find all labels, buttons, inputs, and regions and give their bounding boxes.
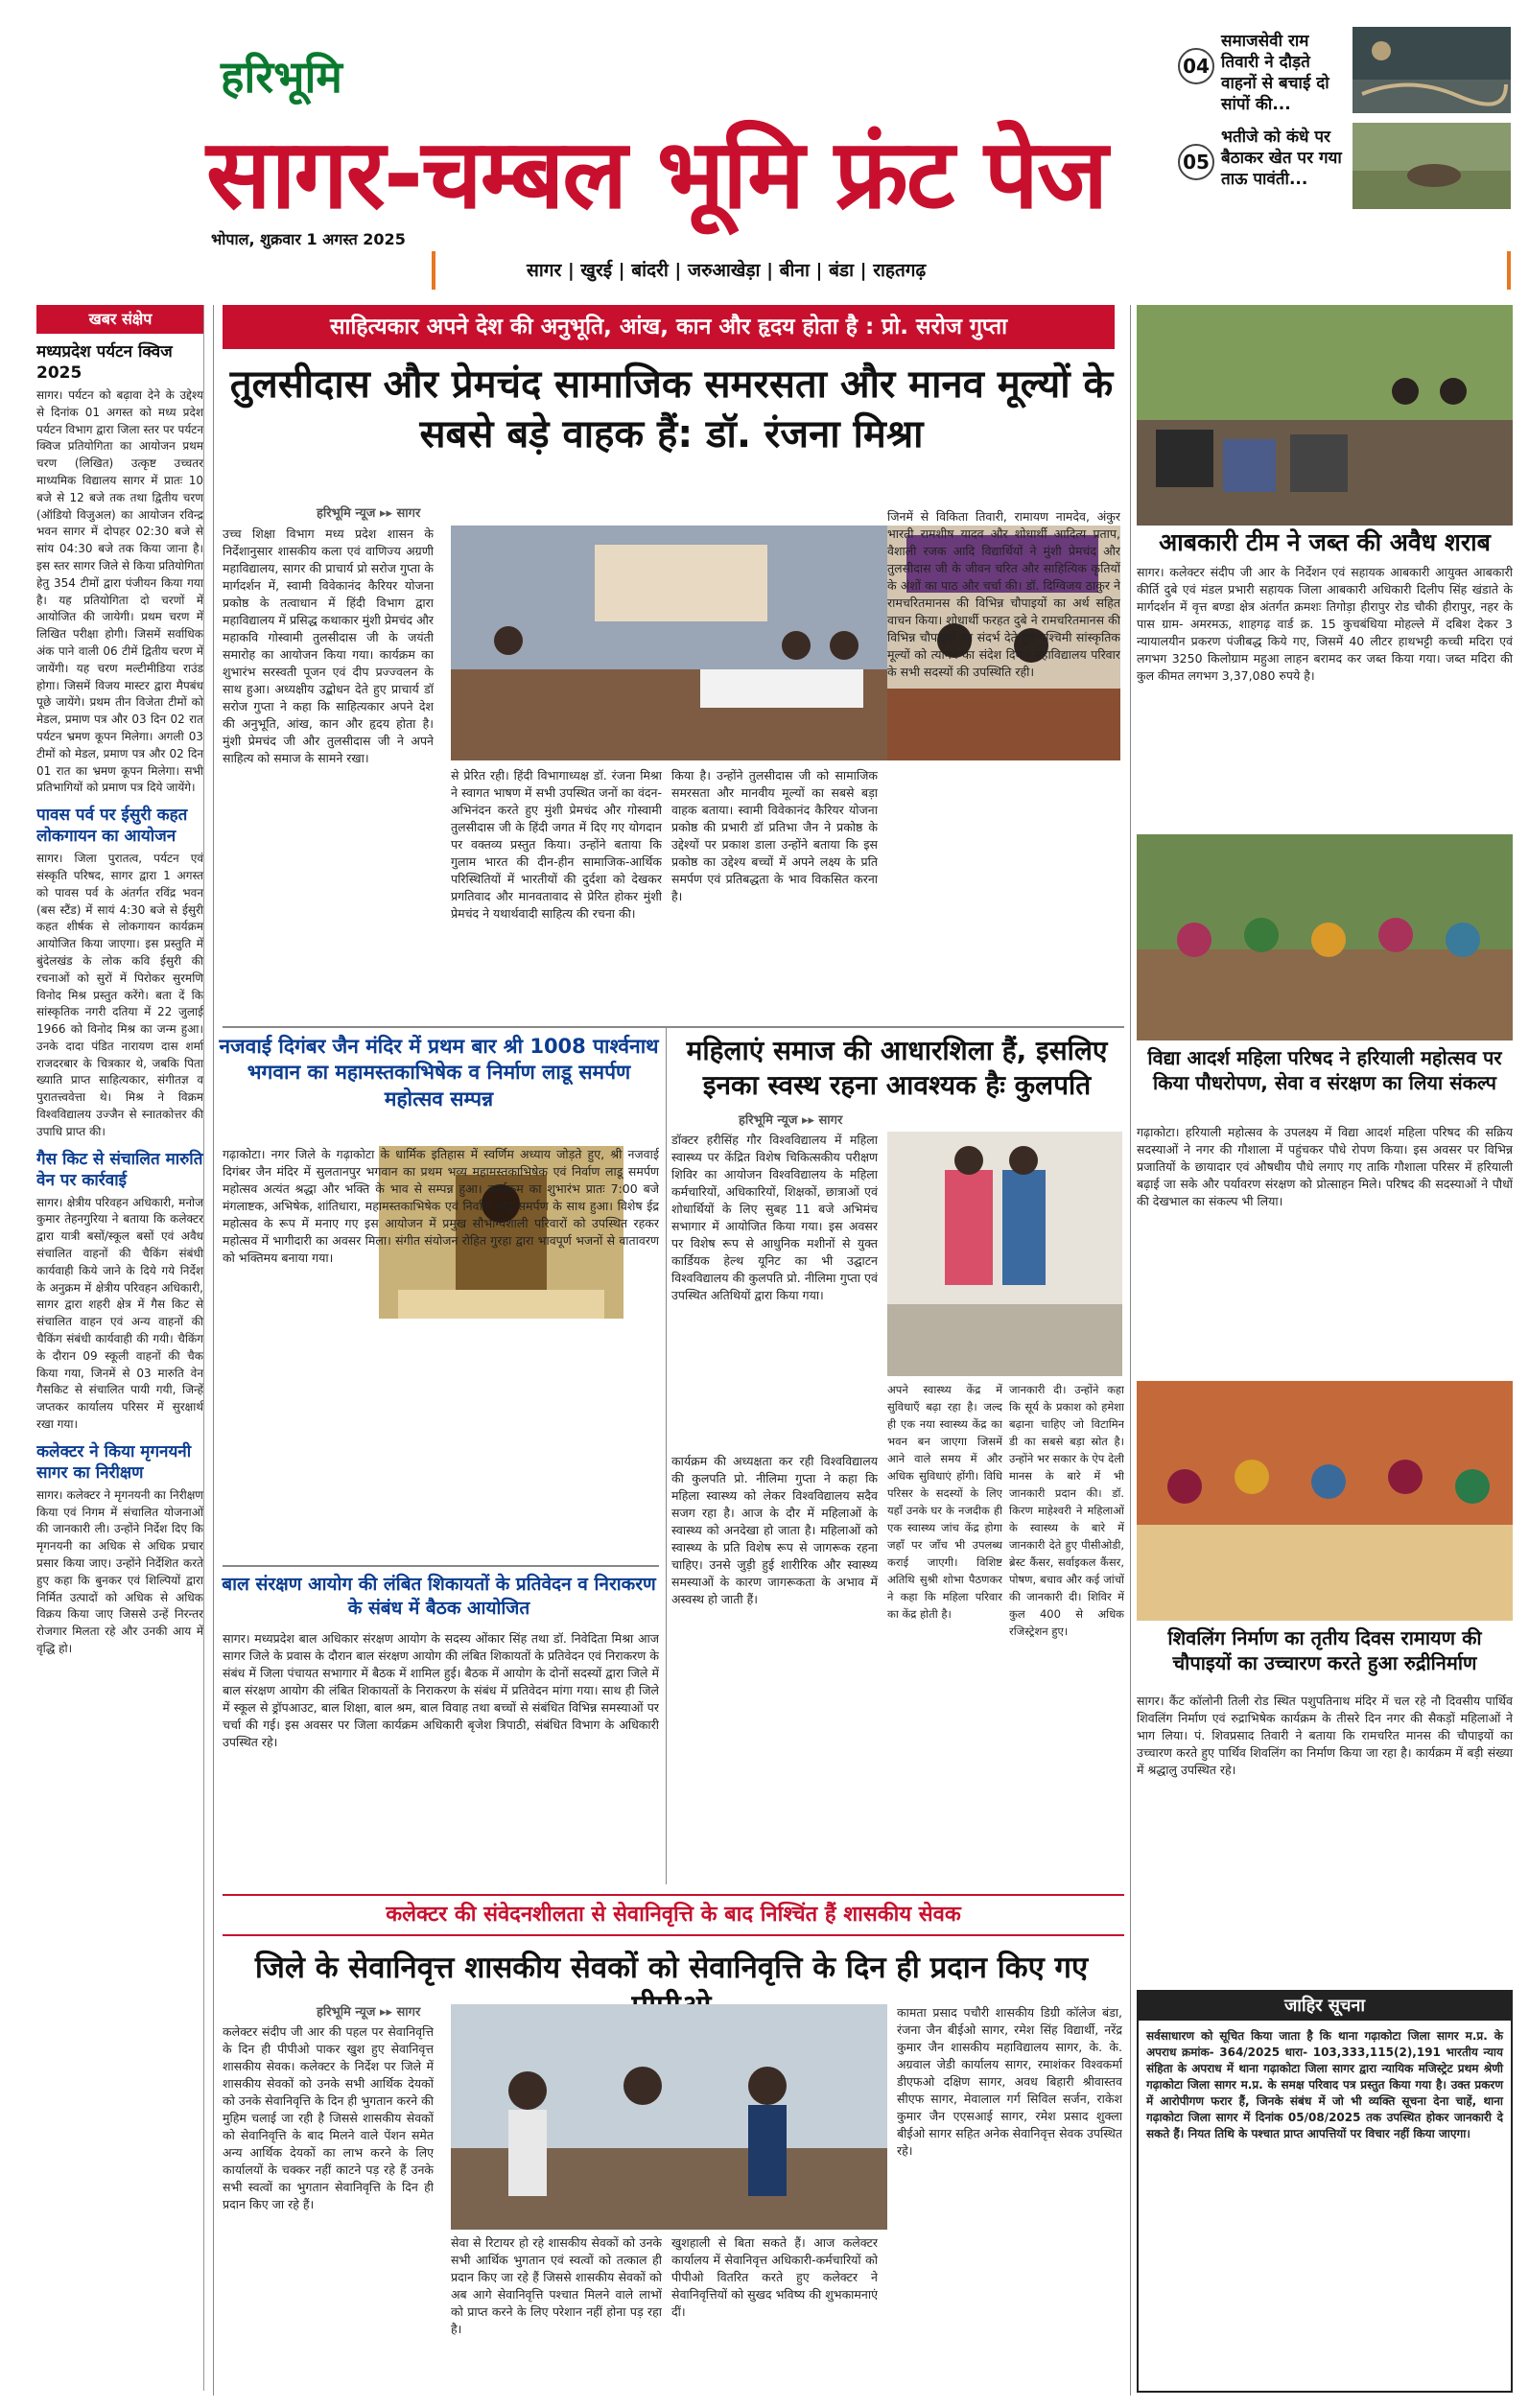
city-nav-bar [432, 251, 1511, 290]
sevak-column-4: कामता प्रसाद पचौरी शासकीय डिग्री कॉलेज बंडा, रंजना जैन बीईओ सागर, रमेश सिंह विद्यार्थी, नरेंद्र कुमार जैन शासकीय महाविद्यालय सागर, के. के. अग्रवाल जेडी कार्यालय सागर, रमाशंकर विश्वकर्मा डीएफओ दक्षिण सागर, अवध बिहारी श्रीवास्तव सीएफ सागर, मेवालाल गर्ग सिविल सर्जन, राकेश कुमार जैन एएसआई सागर, रमेश प्रसाद शुक्ला बीईओ सागर सहित अनेक सेवानिवृत्त सेवक उपस्थित रहे। [897, 2005, 1122, 2158]
women-column-1: डॉक्टर हरीसिंह गौर विश्वविद्यालय में महिला स्वास्थ्य पर केंद्रित विशेष चिकित्सकीय परीक्षण शिविर का आयोजन विश्वविद्यालय के महिला कर्मचारियों, अधिकारियों, शिक्षकों, छात्राओं एवं शोधार्थियों के लिए सुबह 11 बजे अभिमंच सभागार में आयोजित किया गया। इस अवसर पर विशेष रूप से आधुनिक मशीनों से युक्त कार्डियक हेल्थ यूनिट का भी उद्घाटन विश्वविद्यालय की कुलपति प्रो. नीलिमा गुप्ता एवं उपस्थित अतिथियों द्वारा किया गया। [671, 1133, 878, 1302]
story-body: सागर। कलेक्टर संदीप जी आर के निर्देशन एवं सहायक आबकारी आयुक्त आबकारी कीर्ति दुबे एवं मंडल प्रभारी सहायक जिला आबकारी अधिकारी दिलीप सिंह खंडाते के मार्गदर्शन में वृत्त बण्डा क्षेत्र अंतर्गत क्रमशः तिगोड़ा हीरापुर रोड चौकी हीरापुर, नहर के पास ग्राम- अमरमऊ, शाहगढ़ वार्ड क्र. 15 कुचबंधिया मोहल्ले में दबिश देकर 3 न्यायालयीन प्रकरण पंजीबद्ध किये गए, जिसमें 40 लीटर हाथभट्टी कच्ची मदिरा एवं लगभग 3250 किलोग्राम महुआ लाहन बरामद कर जब्त किया गया। जब्त मदिरा की कुल कीमत लगभग 3,37,080 रुपये है। [1137, 565, 1513, 683]
jain-headline: नजवाई दिगंबर जैन मंदिर में प्रथम बार श्री 1008 पार्श्वनाथ भगवान का महामस्तकाभिषेक व निर्माण लाडू समर्पण महोत्सव सम्पन्न [219, 1035, 659, 1110]
women-headline: महिलाएं समाज की आधारशिला हैं, इसलिए इनका स्वस्थ रहना आवश्यक हैः कुलपति [686, 1035, 1108, 1102]
health-camp-photo [887, 1132, 1122, 1376]
city-link[interactable]: बंडा [829, 260, 855, 281]
lead-kicker: साहित्यकार अपने देश की अनुभूति, आंख, कान और हृदय होता है : प्रो. सरोज गुप्ता [223, 305, 1115, 349]
plantation-photo [1137, 834, 1513, 1040]
sevak-kicker: कलेक्टर की संवेदनशीलता से सेवानिवृत्ति के बाद निश्चिंत हैं शासकीय सेवक [223, 1894, 1124, 1936]
teaser-strip [1175, 27, 1513, 214]
section-badge: खबर संक्षेप [36, 305, 204, 334]
brief-headline: मध्यप्रदेश पर्यटन क्विज 2025 [36, 342, 173, 383]
city-link[interactable]: सागर [527, 260, 562, 281]
liquor-seizure-photo [1137, 305, 1513, 526]
page-title: सागर-चम्बल भूमि फ्रंट पेज [206, 118, 1107, 230]
brief-headline: पावस पर्व पर ईसुरी कहत लोकगायन का आयोजन [36, 806, 188, 847]
story-headline: आबकारी टीम ने जब्त की अवैध शराब [1159, 528, 1491, 556]
teaser-photo-field [1353, 123, 1511, 209]
byline: हरिभूमि न्यूज ▸▸ सागर [739, 1113, 843, 1128]
notice-body: सर्वसाधारण को सूचित किया जाता है कि थाना गढ़ाकोटा जिला सागर म.प्र. के अपराध क्रमांक- 364/2025 धारा- 103,333,115(2),191 भारतीय न्याय संहिता के अपराध में थाना गढ़ाकोटा जिला सागर द्वारा न्यायिक मजिस्ट्रेट प्रथम श्रेणी गढ़ाकोटा जिला सागर म.प्र. के समक्ष परिवाद पत्र प्रस्तुत किया गया है। उक्त प्रकरण में आरोपीगण फरार हैं, जिनके संबंध में जो भी व्यक्ति सूचना देना चाहें, थाना गढ़ाकोटा जिला सागर में दिनांक 05/08/2025 तक उपस्थित होकर जानकारी दे सकते हैं। नियत तिथि के पश्चात प्राप्त आपत्तियों पर विचार नहीं किया जाएगा। [1146, 2029, 1503, 2140]
women-column-2: कार्यक्रम की अध्यक्षता कर रही विश्वविद्यालय की कुलपति प्रो. नीलिमा गुप्ता ने कहा कि महिला स्वास्थ्य को लेकर विश्वविद्यालय सदैव सजग रहा है। आज के दौर में महिलाओं के स्वास्थ्य को अनदेखा हो जाता है। महिलाओं को स्वास्थ्य के प्रति विशेष रूप से जागरूक रहना चाहिए। उनसे जुड़ी हुई शारीरिक और स्वास्थ्य समस्याओं के कारण जागरूकता के अभाव में अस्वस्थ हो जाती हैं। [671, 1454, 878, 1606]
column-divider [213, 305, 214, 2396]
shivling-ceremony-photo [1137, 1381, 1513, 1621]
seminar-photo [451, 526, 887, 760]
teaser-photo-snake-road [1353, 27, 1511, 113]
lead-column-1: उच्च शिक्षा विभाग मध्य प्रदेश शासन के निर्देशानुसार शासकीय कला एवं वाणिज्य अग्रणी महाविद्यालय, सागर की प्राचार्य प्रो सरोज गुप्ता के मार्गदर्शन में, स्वामी विवेकानंद कैरियर योजना प्रकोष्ठ के तत्वाधान में हिंदी विभाग द्वारा महाविद्यालय में प्रसिद्ध कथाकार मुंशी प्रेमचंद और महाकवि गोस्वामी तुलसीदास जी के जयंती समारोह का आयोजन किया गया। कार्यक्रम का शुभारंभ सरस्वती पूजन एवं दीप प्रज्ज्वलन के साथ हुआ। अध्यक्षीय उद्बोधन देते हुए प्राचार्य डॉ सरोज गुप्ता ने कहा कि साहित्यकार अपने देश की अनुभूति, आंख, कान और हृदय होता है। मुंशी प्रेमचंद जी और तुलसीदास जी ने अपने साहित्य को समाज के सामने रखा। [223, 526, 434, 765]
city-list: सागर | खुरई | बांदरी | जरुआखेड़ा | बीना | बंडा | राहतगढ़ [527, 260, 927, 281]
city-link[interactable]: बीना [779, 260, 810, 281]
city-link[interactable]: राहतगढ़ [873, 260, 927, 281]
jain-body: गढ़ाकोटा। नगर जिले के गढ़ाकोटा के धार्मिक इतिहास में स्वर्णिम अध्याय जोड़ते हुए, श्री नजवाई दिगंबर जैन मंदिर में सुलतानपुर भगवान का प्रथम भव्य महामस्तकाभिषेक एवं निर्वाण लाडू समर्पण महोत्सव अत्यंत श्रद्धा और भक्ति के भाव से सम्पन्न हुआ। कार्यक्रम का शुभारंभ प्रातः 7:00 बजे मंगलाष्टक, अभिषेक, शांतिधारा, महामस्तकाभिषेक एवं निर्वाण लाडू समर्पण के साथ हुआ। विशेष ईद्र महोत्सव के रूप में मनाए गए इस आयोजन में प्रमुख सौभाग्यशाली परिवारों को उपस्थित रहकर महोत्सव में भागीदारी का अवसर मिला। संगीत संयोजन रोहित गुरहा द्वारा भावपूर्ण भजनों से वातावरण को भक्तिमय बनाया गया। [223, 1147, 659, 1265]
story-body: गढ़ाकोटा। हरियाली महोत्सव के उपलक्ष्य में विद्या आदर्श महिला परिषद की सक्रिय सदस्याओं ने नगर की गौशाला में पहुंचकर पौधे रोपण किया। इस अवसर पर विभिन्न प्रजातियों के छायादार एवं औषधीय पौधे लगाए गए ताकि गौशाला परिसर में हरियाली बढ़ाई जा सके और पर्यावरण संरक्षण को प्रोत्साहन मिले। परिषद की सदस्याओं ने पौधों की देखभाल का संकल्प भी लिया। [1137, 1125, 1513, 1208]
lead-column-2: से प्रेरित रही। हिंदी विभागाध्यक्ष डॉ. रंजना मिश्रा ने स्वागत भाषण में सभी उपस्थित जनों का वंदन-अभिनंदन करते हुए मुंशी प्रेमचंद और गोस्वामी तुलसीदास जी के हिंदी जगत में दिए गए योगदान पर वक्तव्य प्रस्तुत किया। उन्होंने बताया कि गुलाम भारत की दीन-हीन सामाजिक-आर्थिक परिस्थितियों में भारतीयों की दुर्दशा को देखकर प्रगतिवाद और मानवतावाद से प्रेरित होकर मुंशी प्रेमचंद ने यथार्थवादी साहित्य की रचना की। [451, 768, 662, 921]
brief-body: सागर। जिला पुरातत्व, पर्यटन एवं संस्कृति परिषद, सागर द्वारा 1 अगस्त को पावस पर्व के अंतर्गत रविंद्र भवन (बस स्टैंड) में सायं 4:30 बजे से ईसुरी कहत शीर्षक से लोकगायन कार्यक्रम आयोजित किया जाएगा। इस प्रस्तुति में बुंदेलखंड के लोक कवि ईसुरी की रचनाओं को सुरों में पिरोकर सुरमणि विनोद मिश्र प्रस्तुत करेंगे। बता दें कि सांस्कृतिक नगरी दतिया में 22 जुलाई 1966 को विनोद मिश्र का जन्म हुआ। उनके दादा पंडित नारायण दास शर्मा राजदरबार के चित्रकार थे, जबकि पिता ख्याति प्राप्त साहित्यकार, संगीतज्ञ व पुरातत्त्ववेत्ता थे। मिश्र ने विक्रम विश्वविद्यालय उज्जैन से स्नातकोत्तर की उपाधि प्राप्त की। [36, 852, 203, 1138]
city-link[interactable]: बांदरी [631, 260, 669, 281]
ppo-distribution-photo [451, 2004, 887, 2230]
story-headline: शिवलिंग निर्माण का तृतीय दिवस रामायण की चौपाइयों का उच्चारण करते हुआ रुद्रीनिर्माण [1167, 1626, 1482, 1674]
city-link[interactable]: जरुआखेड़ा [687, 260, 761, 281]
story-headline: विद्या आदर्श महिला परिषद ने हरियाली महोत्सव पर किया पौधरोपण, सेवा व संरक्षण का लिया संकल्प [1147, 1046, 1502, 1094]
sevak-column-2: सेवा से रिटायर हो रहे शासकीय सेवकों को उनके सभी आर्थिक भुगतान एवं स्वत्वों को तत्काल ही प्रदान किए जा रहे हैं जिससे शासकीय सेवकों को अब आगे सेवानिवृत्ति पश्चात मिलने वाले लाभों को प्राप्त करने के लिए परेशान नहीं होना पड़ रहा है। [451, 2235, 662, 2336]
sevak-column-3: खुशहाली से बिता सकते हैं। आज कलेक्टर कार्यालय में सेवानिवृत्त अधिकारी-कर्मचारियों को पीपीओ वितरित करते हुए कलेक्टर ने सेवानिवृत्तियों को सुखद भविष्य की शुभकामनाएं दीं। [671, 2235, 878, 2319]
teaser-item[interactable] [1175, 27, 1513, 115]
teaser-text: भतीजे को कंधे पर बैठाकर खेत पर गया ताऊ पावंती... [1221, 128, 1342, 189]
lead-column-4: जिनमें से विकिता तिवारी, रामायण नामदेव, अंकुर भारती रामशीष यादव और शोधार्थी आदित्य प्रताप, वैशाली रजक आदि विद्यार्थियों ने मुंशी प्रेमचंद और तुलसीदास जी के जीवन चरित और साहित्यिक कृतियों के अंशों का पाठ और चर्चा की। डॉ. दिग्विजय ठाकुर ने रामचरितमानस की विभिन्न चौपाइयों का अर्थ सहित वाचन किया। शोधार्थी फरहत दुबे ने रामचरितमानस की विभिन्न चौपाइयों का संदर्भ देते हुए पश्चिमी सांस्कृतिक मूल्यों को त्यागने का संदेश दिया। महाविद्यालय परिवार के सभी सदस्यों की उपस्थिति रही। [887, 509, 1120, 679]
brief-body: सागर। पर्यटन को बढ़ावा देने के उद्देश्य से दिनांक 01 अगस्त को मध्य प्रदेश पर्यटन विभाग द्वारा जिला स्तर पर पर्यटन क्विज प्रतियोगिता का आयोजन प्रथम चरण (लिखित) उत्कृष्ट उच्चतर माध्यमिक विद्यालय सागर में प्रातः 10 बजे से 12 बजे तक तथा द्वितीय चरण (ऑडियो विजुअल) का आयोजन रविन्द्र भवन सागर में दोपहर 02:30 बजे से सांय 04:30 बजे तक किया जाना है। इस स्तर सागर जिले से किया प्रतियोगिता हेतु 354 टीमों द्वारा पंजीयन किया गया है। यह प्रतियोगिता दो चरणों में आयोजित की जायेगी। प्रथम चरण में लिखित परीक्षा होगी। जिसमें सर्वाधिक अंक पाने वाली 06 टीमें द्वितीय चरण में जायेंगी। यह चरण मल्टीमीडिया राउंड होगा। जिसमें विजय मास्टर द्वारा मैपबंध पूछे जायेंगे। प्रथम तीन विजेता टीमों को मेडल, प्रमाण पत्र और 03 दिन 02 रात पर्यटन भ्रमण कूपन मिलेगा। अगली 03 टीमों को मेडल, प्रमाण पत्र और 02 दिन 01 रात का भ्रमण कूपन मिलेगा। सभी प्रतिभागियों को प्रमाण पत्र दिये जायेंगे। [36, 388, 203, 795]
city-link[interactable]: खुरई [580, 260, 613, 281]
women-column-3: अपने स्वास्थ्य केंद्र में सुविधाएँ बढ़ा रहा है। जल्द ही एक नया स्वास्थ्य केंद्र का भवन बन जाएगा जिसमें आने वाले समय में और अधिक सुविधाएं होंगी। विधि परिसर के सदस्यों के लिए यहाँ उनके घर के नजदीक ही एक स्वास्थ्य जांच केंद्र होगा जहाँ पर जाँच भी उपलब्ध कराई जाएगी। विशिष्ट अतिथि सुश्री शोभा पैठणकर ने कहा कि महिला परिवार का केंद्र होती है। [887, 1383, 1002, 1621]
public-notice-box [1137, 1990, 1513, 2393]
childrights-body: सागर। मध्यप्रदेश बाल अधिकार संरक्षण आयोग के सदस्य ओंकार सिंह तथा डॉ. निवेदिता मिश्रा आज सागर जिले के प्रवास के दौरान बाल संरक्षण आयोग की लंबित शिकायतों के प्रतिवेदन एवं निराकरण के संबंध में जिला पंचायत सभागार में बैठक में शामिल हुई। बैठक में आयोग के दोनों सदस्यों द्वारा जिले में बाल संरक्षण आयोग की लंबित शिकायतों के निराकरण के संबंध में प्रतिवेदन मांगा गया। साथ ही जिले में स्कूल से ड्रॉपआउट, बाल शिक्षा, बाल श्रम, बाल विवाह तथा बच्चों से संबंधित विभिन्न समस्याओं पर चर्चा की गई। इस अवसर पर जिला कार्यक्रम अधिकारी बृजेश त्रिपाठी, संबंधित विभाग के अधिकारी उपस्थित रहे। [223, 1631, 659, 1749]
brief-body: सागर। कलेक्टर ने मृगनयनी का निरीक्षण किया एवं निगम में संचालित योजनाओं की जानकारी ली। उन्होंने निर्देश दिए कि मृगनयनी का अधिक से अधिक प्रचार प्रसार किया जाए। उन्होंने निर्देशित करते हुए कहा कि बुनकर एवं शिल्पियों द्वारा निर्मित उत्पादों को अधिक से अधिक विक्रय किया जाए जिससे उन्हें निरन्तर रोजगार मिलता रहे और उनकी आय में वृद्धि हो। [36, 1487, 203, 1655]
story-body: सागर। कैंट कॉलोनी तिली रोड स्थित पशुपतिनाथ मंदिर में चल रहे नौ दिवसीय पार्थिव शिवलिंग निर्माण एवं रुद्राभिषेक कार्यक्रम के तीसरे दिन नगर की सैकड़ों महिलाओं ने भाग लिया। पं. शिवप्रसाद तिवारी ने बताया कि रामचरित मानस की चौपाइयों का उच्चारण करते हुए पार्थिव शिवलिंग का निर्माण किया जा रहा है। कार्यक्रम में बड़ी संख्या में श्रद्धालु उपस्थित रहे। [1137, 1694, 1513, 1777]
sevak-headline: जिले के सेवानिवृत्त शासकीय सेवकों को सेवानिवृत्ति के दिन ही प्रदान किए गए [254, 1951, 1089, 1985]
section-divider [223, 1026, 1124, 1028]
section-divider [223, 1565, 659, 1567]
column-divider [666, 1026, 667, 1884]
brief-headline: गैस किट से संचालित मारुति वेन पर कार्रवाई [36, 1149, 203, 1190]
teaser-text: समाजसेवी राम तिवारी ने दौड़ते वाहनों से बचाई दो सांपों की... [1221, 32, 1329, 114]
teaser-number: 05 [1178, 144, 1214, 180]
lead-column-3: किया है। उन्होंने तुलसीदास जी को सामाजिक समरसता और मानवीय मूल्यों का सबसे बड़ा वाहक बताया। स्वामी विवेकानंद कैरियर योजना प्रकोष्ठ की प्रभारी डॉ प्रतिभा जैन ने प्रकोष्ठ के उद्देश्यों पर प्रकाश डाला उन्होंने बताया कि इस प्रकोष्ठ का उद्देश्य बच्चों में अपने लक्ष्य के प्रति समर्पण एवं प्रतिबद्धता के भाव विकसित करना है। [671, 768, 878, 903]
column-divider [1130, 305, 1131, 2396]
lead-headline: तुलसीदास और प्रेमचंद सामाजिक समरसता और मानव मूल्यों के सबसे बड़े वाहक हैं: डॉ. रंजना मिश्रा [229, 362, 1114, 456]
teaser-item[interactable] [1175, 123, 1513, 211]
teaser-number: 04 [1178, 48, 1214, 84]
brand-logo: हरिभूमि [221, 51, 342, 103]
notice-title: जाहिर सूचना [1139, 1992, 1511, 2021]
byline: हरिभूमि न्यूज ▸▸ सागर [317, 506, 421, 521]
byline: हरिभूमि न्यूज ▸▸ सागर [317, 2005, 421, 2020]
women-column-4: जानकारी दी। उन्होंने कहा कि सूर्य के प्रकाश को हमेशा बढ़ाना चाहिए जो विटामिन डी का सबसे बड़ा स्रोत है। उन्होंने भर सकार के ऐप देली मानस के बारे में भी जानकारी प्रदान की। डॉ. किरण माहेश्वरी ने महिलाओं के स्वास्थ्य के बारे में जानकारी देते हुए पीसीओडी, ब्रेस्ट कैंसर, सर्वाइकल कैंसर, पोषण, बचाव और कई जांचों की जानकारी दी। शिविर में कुल 400 से अधिक रजिस्ट्रेशन हुए। [1009, 1383, 1124, 1638]
news-brief-column [36, 305, 204, 2391]
childrights-headline: बाल संरक्षण आयोग की लंबित शिकायतों के प्रतिवेदन व निराकरण के संबंध में बैठक आयोजित [222, 1574, 656, 1619]
brief-headline: कलेक्टर ने किया मृगनयनी सागर का निरीक्षण [36, 1441, 192, 1483]
dateline: भोपाल, शुक्रवार 1 अगस्त 2025 [211, 230, 406, 248]
brief-body: सागर। क्षेत्रीय परिवहन अधिकारी, मनोज कुमार तेहनगुरिया ने बताया कि कलेक्टर द्वारा यात्री बसों/स्कूल बसों एवं अवैध संचालित वाहनों की चैकिंग संबंधी कार्यवाही किये जाने के दिये गये निर्देश के अनुक्रम में क्षेत्रीय परिवहन अधिकारी, सागर द्वारा शहरी क्षेत्र में गैस किट से संचालित वाहन एवं अन्य वाहनों की चैकिंग संबंधी कार्यवाही की गयी। चैकिंग के दौरान 09 स्कूली वाहनों की चैक किया गया, जिनमें से 03 मारुति वेन गैसकिट से संचालित पायी गयी, जिन्हें जप्तकर कार्यालय परिसर में सुरक्षार्थ रखा गया। [36, 1195, 203, 1432]
sevak-column-1: कलेक्टर संदीप जी आर की पहल पर सेवानिवृत्ति के दिन ही पीपीओ पाकर खुश हुए सेवानिवृत्त शासकीय सेवक। कलेक्टर के निर्देश पर जिले में शासकीय सेवकों को उनके सभी आर्थिक देयकों को उनके सेवानिवृत्ति के दिन ही भुगतान करने की मुहिम चलाई जा रही है जिससे शासकीय सेवकों को सेवानिवृत्ति के बाद मिलने वाले पेंशन समेत अन्य आर्थिक देयकों का लाभ करने के लिए कार्यालयों के चक्कर नहीं काटने पड़ रहे हैं उनके सभी स्वत्वों का भुगतान सेवानिवृत्ति के दिन ही प्रदान किए जा रहे हैं। [223, 2024, 434, 2211]
